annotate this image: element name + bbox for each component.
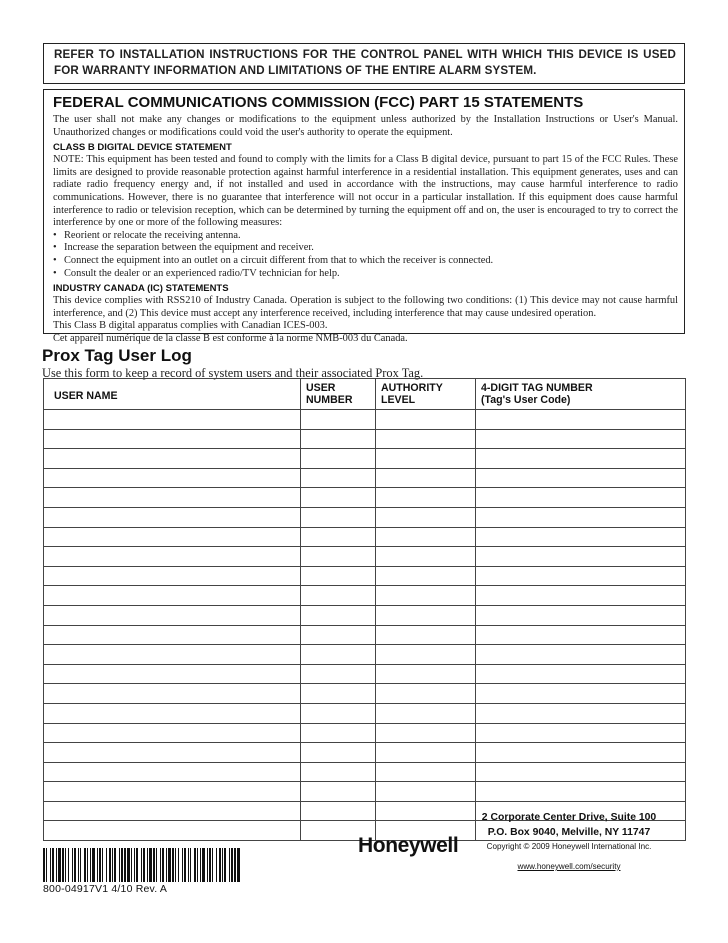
user-number-cell[interactable]	[301, 723, 376, 743]
user-name-cell[interactable]	[44, 743, 301, 763]
user-name-cell[interactable]	[44, 449, 301, 469]
tag-number-cell[interactable]	[476, 468, 686, 488]
table-row	[44, 703, 686, 723]
tag-number-cell[interactable]	[476, 743, 686, 763]
warranty-notice	[43, 43, 685, 84]
user-number-cell[interactable]	[301, 684, 376, 704]
table-row	[44, 664, 686, 684]
tag-number-cell[interactable]	[476, 703, 686, 723]
barcode-bar	[46, 848, 47, 882]
tag-number-cell[interactable]	[476, 664, 686, 684]
fcc-statements-box	[43, 89, 685, 344]
authority-level-cell[interactable]	[376, 488, 476, 508]
measure-item: • Connect the equipment into an outlet on a circuit different from that to which the receiver is connected.	[53, 255, 678, 268]
authority-level-cell[interactable]	[376, 527, 476, 547]
user-number-cell[interactable]	[301, 527, 376, 547]
barcode-bar	[168, 848, 171, 882]
table-row	[44, 762, 686, 782]
tag-number-cell[interactable]	[476, 527, 686, 547]
barcode-bar	[74, 848, 76, 882]
website-link[interactable]: www.honeywell.com/security	[517, 862, 621, 871]
measure-item: • Reorient or relocate the receiving antenna.	[53, 230, 678, 243]
barcode-bar	[197, 848, 198, 882]
barcode-bar	[141, 848, 142, 882]
table-row	[44, 410, 686, 430]
authority-level-cell[interactable]	[376, 762, 476, 782]
user-number-cell[interactable]	[301, 743, 376, 763]
user-name-cell[interactable]	[44, 821, 301, 841]
barcode-bar	[90, 848, 91, 882]
tag-number-cell[interactable]	[476, 762, 686, 782]
barcode-bar	[109, 848, 111, 882]
interference-measures-list	[53, 230, 678, 280]
table-row	[44, 468, 686, 488]
barcode-bar	[175, 848, 176, 882]
fcc-title: FEDERAL COMMUNICATIONS COMMISSION (FCC) PART 15 STATEMENTS	[53, 94, 584, 111]
barcode-bar	[234, 848, 236, 882]
tag-number-cell[interactable]	[476, 507, 686, 527]
table-row	[44, 605, 686, 625]
barcode-bar	[78, 848, 79, 882]
barcode-bar	[127, 848, 130, 882]
table-row	[44, 547, 686, 567]
honeywell-logo: Honeywell	[358, 834, 459, 857]
user-number-cell[interactable]	[301, 605, 376, 625]
user-name-cell[interactable]	[44, 625, 301, 645]
user-name-cell[interactable]	[44, 703, 301, 723]
barcode-bar	[212, 848, 213, 882]
barcode-bar	[209, 848, 211, 882]
barcode-bar	[124, 848, 126, 882]
authority-level-cell[interactable]	[376, 566, 476, 586]
barcode-bar	[56, 848, 57, 882]
tag-number-cell[interactable]	[476, 449, 686, 469]
barcode-bar	[80, 848, 81, 882]
company-address-block	[478, 810, 660, 873]
barcode-bar	[58, 848, 61, 882]
barcode-bar	[202, 848, 205, 882]
barcode-bar	[68, 848, 69, 882]
tag-number-cell[interactable]	[476, 429, 686, 449]
authority-level-cell[interactable]	[376, 605, 476, 625]
user-number-cell[interactable]	[301, 547, 376, 567]
user-number-cell[interactable]	[301, 625, 376, 645]
barcode-bar	[160, 848, 161, 882]
prox-log-title: Prox Tag User Log	[42, 346, 192, 365]
barcode-bar	[84, 848, 86, 882]
barcode-bar	[136, 848, 138, 882]
tag-number-cell[interactable]	[476, 782, 686, 802]
measure-item: • Increase the separation between the equipment and receiver.	[53, 242, 678, 255]
authority-level-cell[interactable]	[376, 801, 476, 821]
tag-number-cell[interactable]	[476, 410, 686, 430]
barcode-bar	[134, 848, 135, 882]
authority-level-cell[interactable]	[376, 625, 476, 645]
ic-ices-statement: This Class B digital apparatus complies with Canadian ICES-003.	[53, 320, 328, 332]
authority-level-cell[interactable]	[376, 723, 476, 743]
barcode-bar	[224, 848, 226, 882]
barcode-bar	[72, 848, 73, 882]
user-name-cell[interactable]	[44, 762, 301, 782]
user-name-cell[interactable]	[44, 527, 301, 547]
user-name-cell[interactable]	[44, 605, 301, 625]
authority-level-cell[interactable]	[376, 547, 476, 567]
user-number-cell[interactable]	[301, 782, 376, 802]
authority-level-cell[interactable]	[376, 586, 476, 606]
column-header-authority-level: AUTHORITY LEVEL	[376, 379, 476, 410]
table-row	[44, 586, 686, 606]
barcode-bar	[50, 848, 51, 882]
class-b-heading: CLASS B DIGITAL DEVICE STATEMENT	[53, 142, 232, 154]
tag-number-cell[interactable]	[476, 645, 686, 665]
barcode-bar	[237, 848, 240, 882]
authority-level-cell[interactable]	[376, 468, 476, 488]
table-row	[44, 488, 686, 508]
tag-number-cell[interactable]	[476, 605, 686, 625]
barcode-bar	[200, 848, 201, 882]
fcc-intro: The user shall not make any changes or modifications to the equipment unless authorized by the Installation Instructions or User's Manual. Unauthorized changes or modifications could void the user's authority to operate the equipment.	[53, 114, 678, 138]
table-row	[44, 645, 686, 665]
user-number-cell[interactable]	[301, 507, 376, 527]
barcode-bar	[188, 848, 189, 882]
column-header-tag-number: 4-DIGIT TAG NUMBER (Tag's User Code)	[476, 379, 686, 410]
barcode-bar	[219, 848, 221, 882]
user-name-cell[interactable]	[44, 547, 301, 567]
barcode-bar	[112, 848, 113, 882]
barcode	[43, 848, 240, 882]
measure-item: • Consult the dealer or an experienced radio/TV technician for help.	[53, 268, 678, 281]
barcode-bar	[172, 848, 174, 882]
barcode-bar	[153, 848, 155, 882]
tag-number-cell[interactable]	[476, 625, 686, 645]
user-number-cell[interactable]	[301, 801, 376, 821]
user-number-cell[interactable]	[301, 429, 376, 449]
user-number-cell[interactable]	[301, 449, 376, 469]
user-name-cell[interactable]	[44, 507, 301, 527]
address-line-1: 2 Corporate Center Drive, Suite 100	[481, 812, 657, 823]
table-row	[44, 625, 686, 645]
table-row	[44, 566, 686, 586]
barcode-bar	[114, 848, 116, 882]
barcode-bar	[149, 848, 152, 882]
barcode-bar	[102, 848, 103, 882]
barcode-bar	[184, 848, 186, 882]
prox-tag-user-log-table	[43, 378, 686, 841]
barcode-bar	[87, 848, 88, 882]
user-name-cell[interactable]	[44, 723, 301, 743]
barcode-bar	[162, 848, 164, 882]
user-number-cell[interactable]	[301, 586, 376, 606]
barcode-bar	[119, 848, 120, 882]
warranty-line-2: FOR WARRANTY INFORMATION AND LIMITATIONS OF THE ENTIRE ALARM SYSTEM.	[54, 64, 537, 77]
ic-heading: INDUSTRY CANADA (IC) STATEMENTS	[53, 283, 229, 295]
barcode-bar	[92, 848, 95, 882]
tag-number-cell[interactable]	[476, 684, 686, 704]
table-row	[44, 527, 686, 547]
table-row	[44, 723, 686, 743]
warranty-line-1: REFER TO INSTALLATION INSTRUCTIONS FOR THE CONTROL PANEL WITH WHICH THIS DEVICE IS USED	[54, 48, 676, 61]
authority-level-cell[interactable]	[376, 645, 476, 665]
user-name-cell[interactable]	[44, 410, 301, 430]
barcode-bar	[229, 848, 230, 882]
ic-french-statement: Cet appareil numérique de la classe B est conforme à la norme NMB-003 du Canada.	[53, 332, 408, 344]
barcode-bar	[166, 848, 167, 882]
user-number-cell[interactable]	[301, 468, 376, 488]
barcode-bar	[43, 848, 45, 882]
ic-text: This device complies with RSS210 of Industry Canada. Operation is subject to the following two conditions: (1) This device may not cause harmful interference, and (2) This device must accept any interference received, including interference that may cause undesired operation.	[53, 295, 678, 319]
table-row	[44, 507, 686, 527]
barcode-bar	[222, 848, 223, 882]
user-name-cell[interactable]	[44, 488, 301, 508]
barcode-bar	[97, 848, 98, 882]
user-number-cell[interactable]	[301, 645, 376, 665]
authority-level-cell[interactable]	[376, 429, 476, 449]
user-name-cell[interactable]	[44, 684, 301, 704]
barcode-bar	[194, 848, 196, 882]
tag-number-cell[interactable]	[476, 488, 686, 508]
table-row	[44, 684, 686, 704]
column-header-user-name: USER NAME	[44, 379, 301, 410]
column-header-user-number: USER NUMBER	[301, 379, 376, 410]
user-name-cell[interactable]	[44, 429, 301, 449]
user-number-cell[interactable]	[301, 762, 376, 782]
barcode-bar	[62, 848, 64, 882]
barcode-bar	[207, 848, 208, 882]
barcode-bar	[131, 848, 132, 882]
tag-number-cell[interactable]	[476, 547, 686, 567]
user-name-cell[interactable]	[44, 645, 301, 665]
log-table-body	[44, 410, 686, 841]
address-line-2: P.O. Box 9040, Melville, NY 11747	[487, 827, 651, 838]
barcode-bar	[231, 848, 233, 882]
barcode-bar	[65, 848, 66, 882]
user-name-cell[interactable]	[44, 468, 301, 488]
table-row	[44, 743, 686, 763]
user-name-cell[interactable]	[44, 664, 301, 684]
table-header-row	[44, 379, 686, 410]
copyright-notice: Copyright © 2009 Honeywell International Inc.	[486, 842, 652, 851]
tag-number-cell[interactable]	[476, 586, 686, 606]
authority-level-cell[interactable]	[376, 449, 476, 469]
authority-level-cell[interactable]	[376, 743, 476, 763]
authority-level-cell[interactable]	[376, 703, 476, 723]
barcode-bar	[182, 848, 183, 882]
barcode-bar	[156, 848, 157, 882]
barcode-bar	[143, 848, 145, 882]
tag-number-cell[interactable]	[476, 566, 686, 586]
user-name-cell[interactable]	[44, 586, 301, 606]
table-row	[44, 449, 686, 469]
barcode-bar	[190, 848, 191, 882]
barcode-bar	[216, 848, 217, 882]
user-number-cell[interactable]	[301, 664, 376, 684]
barcode-bar	[147, 848, 148, 882]
table-row	[44, 782, 686, 802]
authority-level-cell[interactable]	[376, 782, 476, 802]
user-number-cell[interactable]	[301, 488, 376, 508]
user-number-cell[interactable]	[301, 410, 376, 430]
barcode-bar	[52, 848, 54, 882]
table-row	[44, 429, 686, 449]
authority-level-cell[interactable]	[376, 684, 476, 704]
user-name-cell[interactable]	[44, 566, 301, 586]
authority-level-cell[interactable]	[376, 664, 476, 684]
user-number-cell[interactable]	[301, 566, 376, 586]
barcode-bar	[178, 848, 179, 882]
authority-level-cell[interactable]	[376, 410, 476, 430]
user-name-cell[interactable]	[44, 801, 301, 821]
document-number: 800-04917V1 4/10 Rev. A	[43, 883, 168, 895]
authority-level-cell[interactable]	[376, 507, 476, 527]
class-b-text: NOTE: This equipment has been tested and found to comply with the limits for a Class B digital device, pursuant to part 15 of the FCC Rules. These limits are designed to provide reasonable protection against harmful interference in a residential installation. This equipment generates, uses and can radiate radio frequency energy and, if not installed and used in accordance with the instructions, may cause harmful interference to radio communications. However, there is no guarantee that interference will not occur in a particular installation. If this equipment does cause harmful interference to radio or television reception, which can be determined by turning the equipment off and on, the user is encouraged to try to correct the interference by one or more of the following measures:	[53, 154, 678, 229]
barcode-bar	[99, 848, 101, 882]
tag-number-cell[interactable]	[476, 723, 686, 743]
barcode-bar	[121, 848, 123, 882]
user-name-cell[interactable]	[44, 782, 301, 802]
prox-log-description: Use this form to keep a record of system users and their associated Prox Tag.	[42, 366, 424, 380]
barcode-bar	[106, 848, 107, 882]
user-number-cell[interactable]	[301, 703, 376, 723]
